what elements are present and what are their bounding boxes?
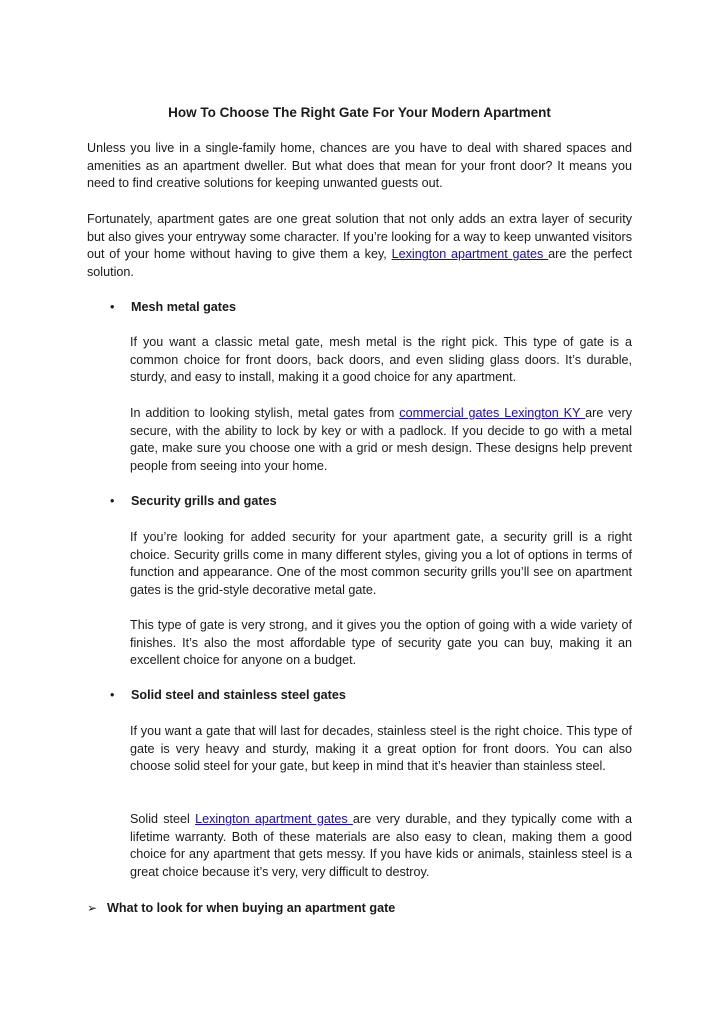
bullet-dot-icon: • <box>110 688 115 702</box>
section-heading: Security grills and gates <box>131 494 277 508</box>
bullet-dot-icon: • <box>110 300 115 314</box>
lexington-apartment-gates-link[interactable]: Lexington apartment gates <box>391 247 549 262</box>
intro-paragraph-2-text: Fortunately, apartment gates are one great solution that not only adds an extra layer of security but also gives your entryway some character. If you’re looking for a way to keep unwanted visitors out of your home without having to give them a key, <box>87 212 632 262</box>
section-2-paragraph-1: If you’re looking for added security for your apartment gate, a security grill is a right choice. Security grills come in many different styles, giving you a lot of options in terms of function and appearance. One of the most common security grills you’ll see on apartment gates is the grid-style decorative metal gate. <box>130 530 632 597</box>
section-1-paragraph-1: If you want a classic metal gate, mesh metal is the right pick. This type of gate is a common choice for front doors, back doors, and even sliding glass doors. It’s durable, sturdy, and easy to install, making it a good choice for any apartment. <box>130 335 632 385</box>
document-title: How To Choose The Right Gate For Your Modern Apartment <box>168 105 551 120</box>
arrow-list-item <box>87 900 395 918</box>
section-1-paragraph-2 <box>130 405 632 475</box>
bullet-dot-icon: • <box>110 494 115 508</box>
commercial-gates-lexington-ky-link[interactable]: commercial gates Lexington KY <box>399 406 586 420</box>
intro-paragraph-1: Unless you live in a single-family home, chances are you have to deal with shared spaces and amenities as an apartment dweller. But what does that mean for your front door? It means you need to find creative solutions for keeping unwanted guests out. <box>87 141 632 191</box>
section-1-paragraph-2-end: are very secure, with the ability to lock by key or with a padlock. If you decide to go with a metal gate, make sure you choose one with a grid or mesh design. These designs help prevent people from seeing into your home. <box>130 406 632 473</box>
section-1-paragraph-2-text: In addition to looking stylish, metal gates from <box>130 406 400 420</box>
section-3-paragraph-2 <box>130 811 632 881</box>
section-3-paragraph-2-end: are very durable, and they typically come with a lifetime warranty. Both of these materials are also easy to clean, making them a good choice for any apartment that gets messy. If you have kids or animals, stainless steel is a great choice because it’s very, very difficult to destroy. <box>130 812 632 879</box>
intro-paragraph-2-end: are the perfect solution. <box>87 247 632 279</box>
lexington-apartment-gates-link-2[interactable]: Lexington apartment gates <box>195 812 353 826</box>
arrow-bullet-icon: ➢ <box>87 901 98 915</box>
arrow-item-label: What to look for when buying an apartment gate <box>107 901 396 915</box>
section-3-paragraph-1: If you want a gate that will last for decades, stainless steel is the right choice. This type of gate is very heavy and sturdy, making it a great option for front doors. You can also choose solid steel for your gate, but keep in mind that it’s heavier than stainless steel. <box>130 724 632 774</box>
intro-paragraph-2 <box>87 211 632 281</box>
section-2-paragraph-2: This type of gate is very strong, and it gives you the option of going with a wide variety of finishes. It’s also the most affordable type of security gate you can buy, making it an excellent choice for anyone on a budget. <box>130 618 632 668</box>
section-heading: Mesh metal gates <box>131 300 236 314</box>
section-heading: Solid steel and stainless steel gates <box>131 688 346 702</box>
section-3-paragraph-2-text: Solid steel <box>130 812 196 826</box>
